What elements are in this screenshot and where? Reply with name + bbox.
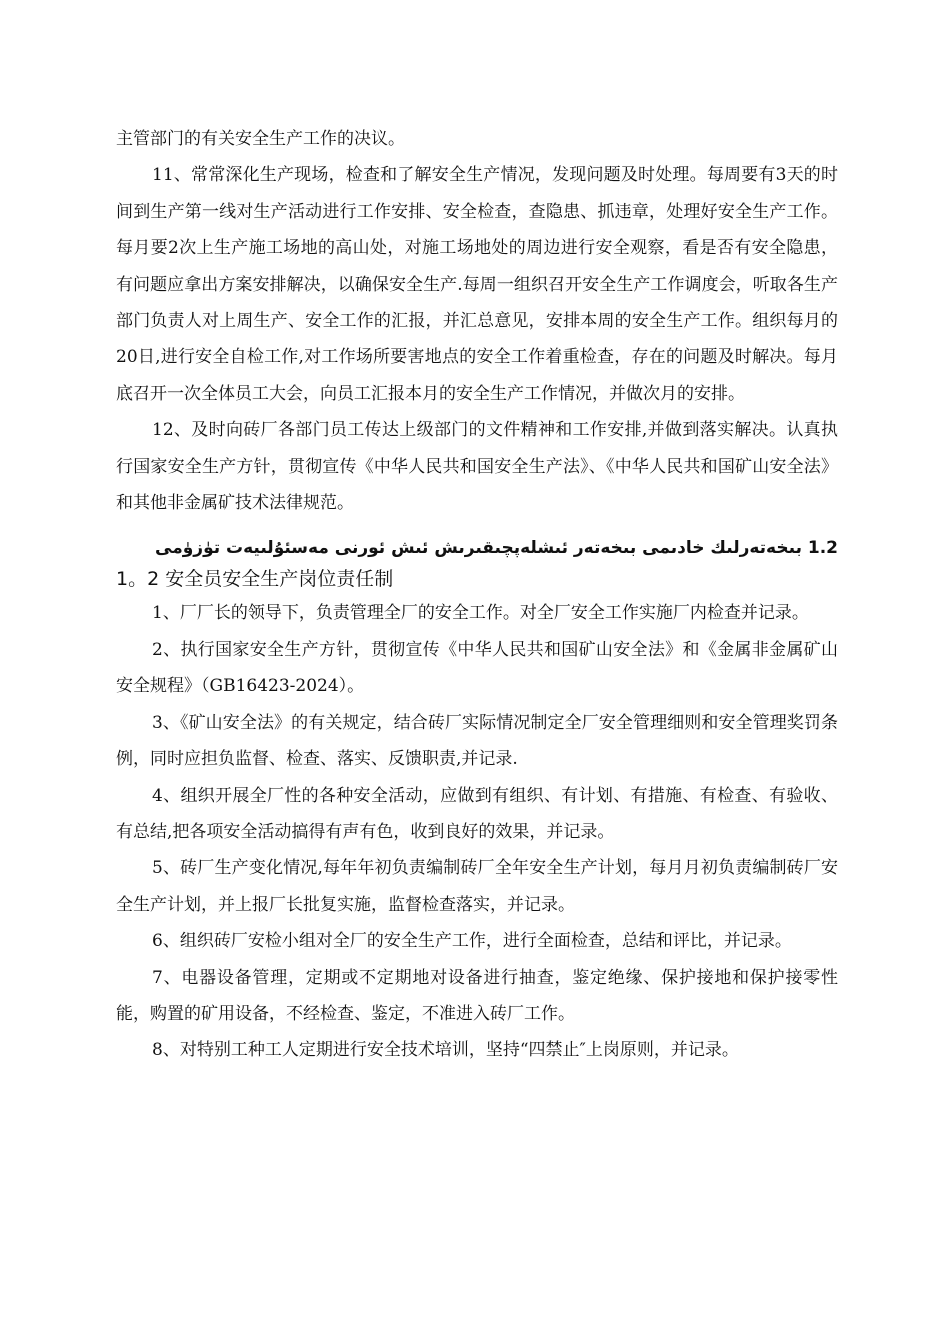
duty-item-3: 3、《矿山安全法》的有关规定，结合砖厂实际情况制定全厂安全管理细则和安全管理奖罚条例，同时应担负监督、检查、落实、反馈职责,并记录.: [116, 712, 838, 770]
duty-item-6: 6、组织砖厂安检小组对全厂的安全生产工作，进行全面检查，总结和评比，并记录。: [152, 931, 792, 952]
document-page: [116, 121, 838, 1069]
duty-item-1: 1、厂厂长的领导下，负责管理全厂的安全工作。对全厂安全工作实施厂内检查并记录。: [152, 603, 809, 624]
uyghur-section-heading: 1.2 بىخەتەرلىك خادىمى بىخەتەر ئىشلەپچىقىرىش ئىش ئورنى مەسئۇلىيەت تۈزۈمى: [155, 538, 838, 559]
item-11-paragraph: 11、常常深化生产现场，检查和了解安全生产情况，发现问题及时处理。每周要有3天的时间到生产第一线对生产活动进行工作安排、安全检查，查隐患、抓违章，处理好安全生产工作。每月要2次上生产施工场地的高山处，对施工场地处的周边进行安全观察，看是否有安全隐患，有问题应拿出方案安排解决，以确保安全生产.每周一组织召开安全生产工作调度会，听取各生产部门负责人对上周生产、安全工作的汇报，并汇总意见，安排本周的安全生产工作。组织每月的20日,进行安全自检工作,对工作场所要害地点的安全工作着重检查，存在的问题及时解决。每月底召开一次全体员工大会，向员工汇报本月的安全生产工作情况，并做次月的安排。: [116, 165, 838, 404]
duty-item-5: 5、砖厂生产变化情况,每年年初负责编制砖厂全年安全生产计划，每月月初负责编制砖厂安全生产计划，并上报厂长批复实施，监督检查落实，并记录。: [116, 858, 838, 915]
duty-item-4: 4、组织开展全厂性的各种安全活动，应做到有组织、有计划、有措施、有检查、有验收、有总结,把各项安全活动搞得有声有色，收到良好的效果，并记录。: [116, 785, 838, 842]
section-heading: 1。2 安全员安全生产岗位责任制: [116, 568, 394, 591]
item-12-paragraph: 12、及时向砖厂各部门员工传达上级部门的文件精神和工作安排,并做到落实解决。认真执行国家安全生产方针，贯彻宣传《中华人民共和国安全生产法》、《中华人民共和国矿山安全法》和其他非金属矿技术法律规范。: [116, 420, 838, 514]
duty-item-7: 7、电器设备管理，定期或不定期地对设备进行抽查，鉴定绝缘、保护接地和保护接零性能，购置的矿用设备，不经检查、鉴定，不准进入砖厂工作。: [116, 967, 838, 1024]
continuation-paragraph: 主管部门的有关安全生产工作的决议。: [116, 129, 405, 149]
duty-item-8: 8、对特别工种工人定期进行安全技术培训，坚持“四禁止″上岗原则，并记录。: [152, 1040, 739, 1061]
duty-item-2: 2、执行国家安全生产方针，贯彻宣传《中华人民共和国矿山安全法》和《金属非金属矿山安全规程》（GB16423-2024）。: [116, 639, 838, 697]
